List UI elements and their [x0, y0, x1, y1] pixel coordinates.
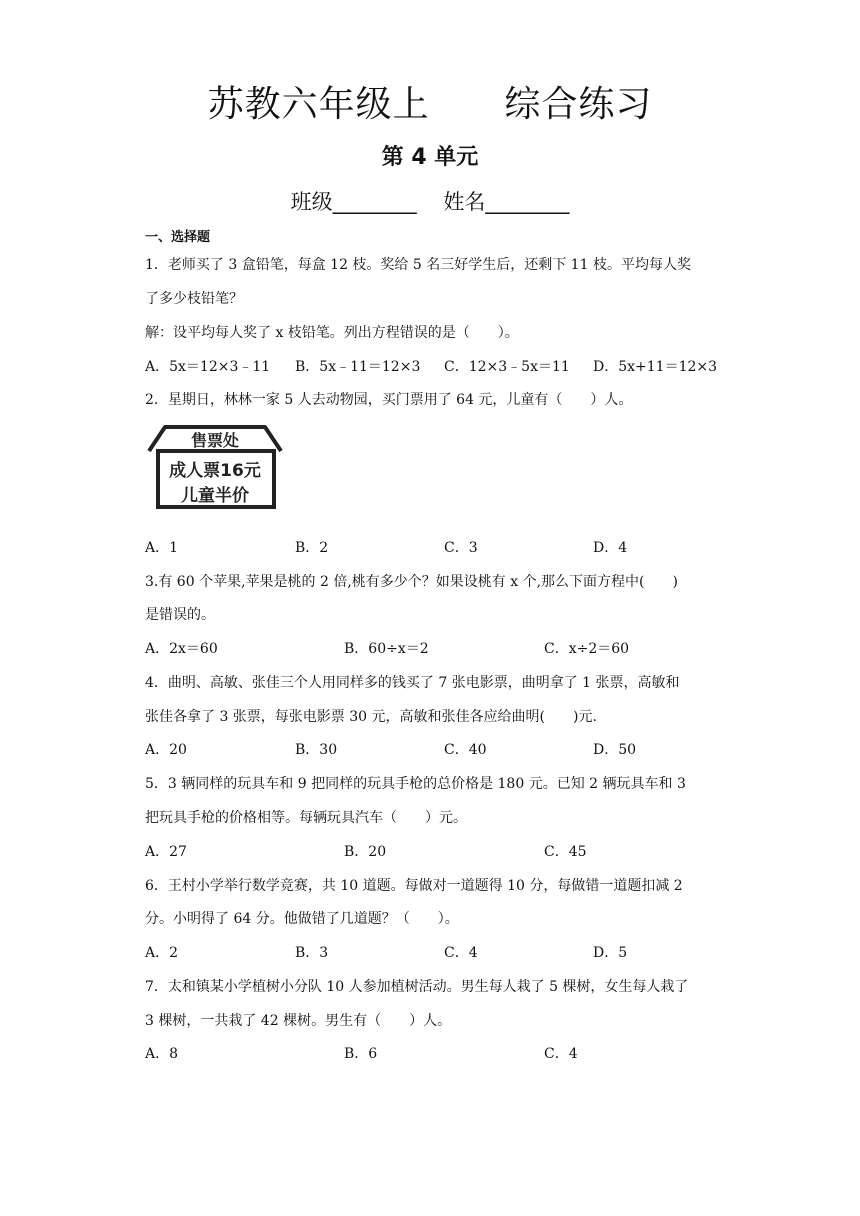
- question-3-option-b[interactable]: B．60÷x＝2: [344, 641, 429, 657]
- question-4-option-c[interactable]: C．40: [444, 742, 487, 758]
- question-7-option-a[interactable]: A．8: [145, 1046, 179, 1062]
- question-6-option-c[interactable]: C．4: [444, 945, 478, 961]
- question-4-line-1: 4．曲明、高敏、张佳三个人用同样多的钱买了 7 张电影票，曲明拿了 1 张票，高敏和: [145, 675, 680, 691]
- question-1-option-c[interactable]: C．12×3﹣5x＝11: [444, 359, 570, 375]
- question-1-line-1: 1．老师买了 3 盒铅笔，每盒 12 枝。奖给 5 名三好学生后，还剩下 11 枝。平均每人奖: [145, 257, 691, 273]
- question-1-option-a[interactable]: A．5x＝12×3﹣11: [145, 359, 271, 375]
- class-name-line: 班级________ 姓名________: [290, 190, 570, 214]
- unit-subtitle: 第 4 单元: [381, 145, 479, 170]
- question-7-option-b[interactable]: B．6: [344, 1046, 378, 1062]
- question-4-option-a[interactable]: A．20: [145, 742, 187, 758]
- question-1-option-b[interactable]: B．5x﹣11＝12×3: [295, 359, 421, 375]
- question-7-option-c[interactable]: C．4: [544, 1046, 578, 1062]
- question-6-option-d[interactable]: D．5: [593, 945, 628, 961]
- sign-roof-text: 售票处: [190, 431, 239, 450]
- question-2-option-d[interactable]: D．4: [593, 540, 628, 556]
- question-5-line-2: 把玩具手枪的价格相等。每辆玩具汽车（ ）元。: [145, 810, 467, 826]
- question-2-line-1: 2．星期日，林林一家 5 人去动物园，买门票用了 64 元，儿童有（ ）人。: [145, 392, 633, 408]
- question-1-line-2: 了多少枝铅笔？: [145, 291, 243, 307]
- question-7-line-2: 3 棵树，一共栽了 42 棵树。男生有（ ）人。: [145, 1013, 452, 1029]
- ticket-booth-sign: [147, 425, 297, 520]
- question-4-option-d[interactable]: D．50: [593, 742, 637, 758]
- sign-child-half-price: 儿童半价: [181, 486, 249, 506]
- question-7-line-1: 7．太和镇某小学植树小分队 10 人参加植树活动。男生每人栽了 5 棵树，女生每人栽了: [145, 979, 689, 995]
- question-5-line-1: 5．3 辆同样的玩具车和 9 把同样的玩具手枪的总价格是 180 元。已知 2 辆玩具车和 3: [145, 776, 686, 792]
- question-4-option-b[interactable]: B．30: [295, 742, 338, 758]
- question-1-option-d[interactable]: D．5x+11＝12×3: [593, 359, 718, 375]
- question-3-option-a[interactable]: A．2x＝60: [145, 641, 218, 657]
- question-5-option-a[interactable]: A．27: [145, 844, 187, 860]
- question-2-option-a[interactable]: A．1: [145, 540, 179, 556]
- question-6-option-a[interactable]: A．2: [145, 945, 179, 961]
- question-2-option-c[interactable]: C．3: [444, 540, 478, 556]
- question-5-option-b[interactable]: B．20: [344, 844, 387, 860]
- question-6-line-1: 6．王村小学举行数学竞赛，共 10 道题。每做对一道题得 10 分，每做错一道题扣减 2: [145, 878, 683, 894]
- worksheet-title: 苏教六年级上 综合练习: [207, 84, 653, 125]
- question-3-option-c[interactable]: C．x÷2＝60: [544, 641, 630, 657]
- sign-adult-price: 成人票16元: [169, 461, 261, 481]
- question-4-line-2: 张佳各拿了 3 张票，每张电影票 30 元，高敏和张佳各应给曲明( )元.: [145, 709, 597, 725]
- question-3-line-1: 3.有 60 个苹果,苹果是桃的 2 倍,桃有多少个？如果设桃有 x 个,那么下面方程中( ): [145, 574, 678, 590]
- question-6-option-b[interactable]: B．3: [295, 945, 329, 961]
- question-5-option-c[interactable]: C．45: [544, 844, 587, 860]
- question-3-line-2: 是错误的。: [145, 607, 215, 623]
- section-title: 一、选择题: [145, 230, 211, 245]
- question-6-line-2: 分。小明得了 64 分。他做错了几道题？（ ）。: [145, 911, 459, 927]
- question-2-option-b[interactable]: B．2: [295, 540, 329, 556]
- question-1-line-3: 解：设平均每人奖了 x 枝铅笔。列出方程错误的是（ ）。: [145, 325, 519, 341]
